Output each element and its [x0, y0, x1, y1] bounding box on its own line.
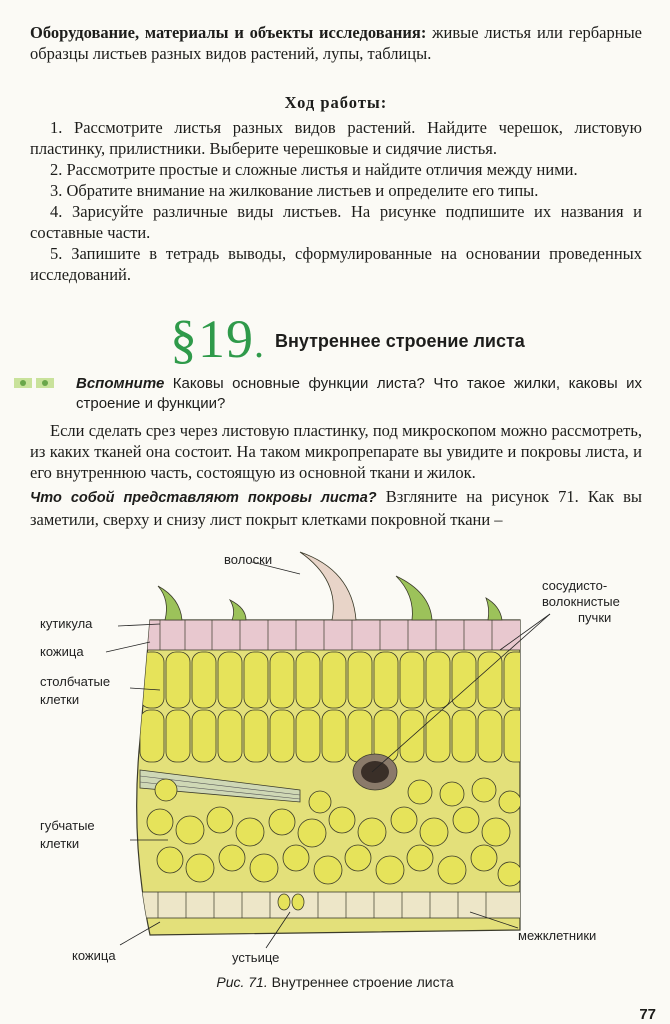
- leaf-hairs: [158, 552, 502, 620]
- label-bundles-3: пучки: [578, 610, 612, 625]
- body-para-2-lead: Что собой представляют покровы листа?: [30, 490, 377, 506]
- workflow-step-4: 4. Зарисуйте различные виды листьев. На рисунке подпишите их названия и составные части.: [30, 202, 642, 242]
- equipment-heading: Оборудование, материалы и объекты исследования:: [30, 23, 427, 42]
- label-spongy-1: губчатые: [40, 818, 95, 833]
- section-heading: [170, 309, 640, 372]
- body-para-2-text: Взгляните на рисунок 71. Как вы заметили, сверху и снизу лист покрыт клетками покровной ткани –: [30, 487, 642, 529]
- label-epidermis-bottom: кожица: [72, 948, 116, 963]
- remember-icon: [14, 376, 58, 390]
- label-palisade-1: столбчатые: [40, 674, 111, 689]
- equipment-text: живые листья или гербарные образцы листьев разных видов растений, лупы, таблицы.: [30, 23, 642, 63]
- remember-label: Вспомните: [76, 375, 165, 392]
- upper-epidermis: [130, 620, 530, 650]
- label-spongy-2: клетки: [40, 836, 80, 851]
- figure-caption-text: Внутреннее строение листа: [267, 974, 454, 990]
- label-palisade-2: клетки: [40, 692, 80, 707]
- workflow-step-1: 1. Рассмотрите листья разных видов растений. Найдите черешок, листовую пластинку, прилистники. Выберите черешковые и сидячие листья.: [30, 118, 642, 158]
- label-stoma: устьице: [232, 950, 280, 965]
- equipment-block: [30, 22, 642, 64]
- palisade-cells: [140, 652, 528, 762]
- page-number: 77: [639, 1006, 656, 1023]
- remember-block: [76, 374, 642, 414]
- workflow-block: [30, 92, 642, 285]
- workflow-title: Ход работы:: [284, 93, 388, 112]
- body-block: [30, 420, 642, 530]
- label-cuticle: кутикула: [40, 616, 93, 631]
- section-dot: .: [254, 321, 265, 366]
- label-intercellular: межклетники: [518, 928, 597, 943]
- label-bundles-1: сосудисто-: [542, 578, 608, 593]
- figure-caption-number: Рис. 71.: [216, 974, 268, 990]
- section-number: §19: [170, 309, 254, 369]
- remember-text: Каковы основные функции листа? Что такое жилки, каковы их строение и функции?: [76, 375, 642, 412]
- body-para-2: [30, 486, 642, 530]
- workflow-step-2: 2. Рассмотрите простые и сложные листья и найдите отличия между ними.: [50, 160, 578, 179]
- workflow-step-5: 5. Запишите в тетрадь выводы, сформулированные на основании проведенных исследований.: [30, 244, 642, 284]
- figure-caption: [0, 974, 670, 990]
- label-epidermis-top: кожица: [40, 644, 84, 659]
- label-bundles-2: волокнистые: [542, 594, 620, 609]
- body-para-1: Если сделать срез через листовую пластинку, под микроскопом можно рассмотреть, из каких тканей она состоит. На таком микропрепарате вы увидите и покровы листа, и его внутреннюю часть, состоящую из основной ткани и жилок.: [30, 421, 642, 482]
- lower-epidermis: [130, 892, 530, 918]
- label-hairs: волоски: [224, 552, 273, 567]
- workflow-step-3: 3. Обратите внимание на жилкование листьев и определите его типы.: [50, 181, 539, 200]
- section-title: Внутреннее строение листа: [275, 331, 525, 351]
